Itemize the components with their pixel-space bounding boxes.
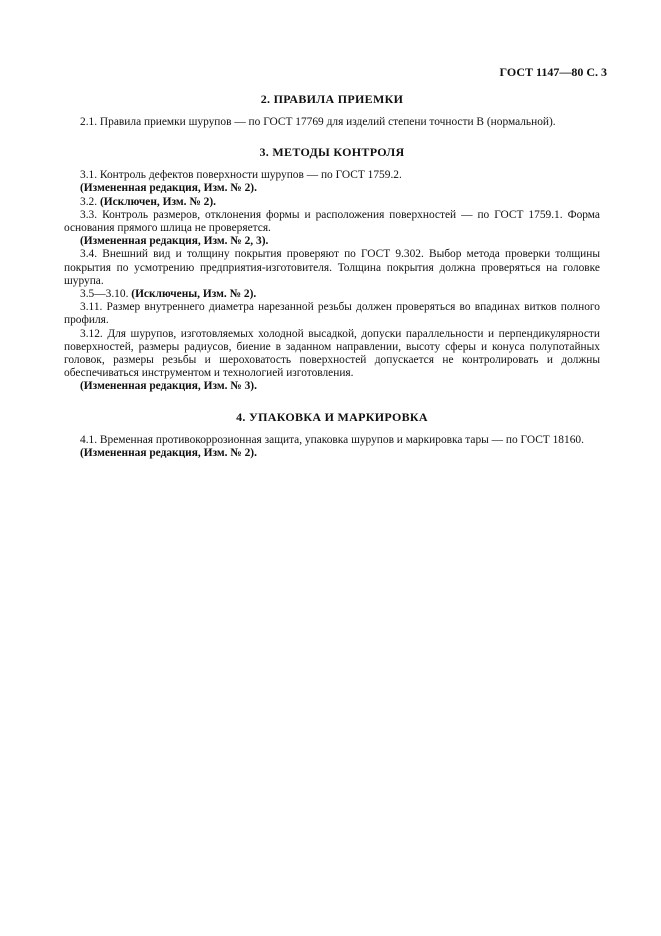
note-4-1-text: (Измененная редакция, Изм. № 2). — [80, 446, 257, 459]
note-4-1 — [64, 447, 600, 460]
para-3-2-note: (Исключен, Изм. № 2). — [99, 195, 216, 208]
section-2-title: 2. ПРАВИЛА ПРИЕМКИ — [260, 92, 404, 106]
note-3-1 — [64, 182, 600, 195]
para-3-2 — [64, 196, 600, 209]
para-3-5-note: (Исключены, Изм. № 2). — [131, 288, 257, 301]
para-4-1: 4.1. Временная противокоррозионная защита, упаковка шурупов и маркировка тары — по ГОСТ 18160. — [80, 433, 584, 446]
para-2-1: 2.1. Правила приемки шурупов — по ГОСТ 17769 для изделий степени точности В (нормальной). — [80, 116, 556, 128]
page-header: ГОСТ 1147—80 С. 3 — [499, 65, 607, 79]
para-3-1: 3.1. Контроль дефектов поверхности шурупов — по ГОСТ 1759.2. — [80, 169, 402, 182]
para-3-2-number: 3.2. — [80, 195, 98, 208]
para-3-11: 3.11. Размер внутреннего диаметра нарезанной резьбы должен проверяться во впадинах витков полного профиля. — [64, 301, 600, 327]
section-3 — [64, 145, 600, 393]
section-4 — [64, 410, 600, 460]
note-3-1-text: (Измененная редакция, Изм. № 2). — [80, 182, 257, 195]
para-3-4: 3.4. Внешний вид и толщину покрытия проверяют по ГОСТ 9.302. Выбор метода проверки толщины покрытия по усмотрению предприятия-изготовителя. Толщина покрытия должна проверяться на головке шурупа. — [64, 248, 600, 287]
para-3-5-3-10 — [64, 288, 600, 301]
note-3-12 — [64, 380, 600, 393]
para-3-3: 3.3. Контроль размеров, отклонения формы и расположения поверхностей — по ГОСТ 1759.1. Форма основания прямого шлица не проверяется. — [64, 208, 600, 235]
section-4-title: 4. УПАКОВКА И МАРКИРОВКА — [236, 409, 428, 424]
note-3-3 — [64, 235, 600, 248]
section-2 — [64, 92, 600, 129]
page-content — [64, 92, 600, 476]
para-3-5-number: 3.5—3.10. — [80, 288, 129, 301]
note-3-3-text: (Измененная редакция, Изм. № 2, 3). — [80, 235, 269, 248]
para-3-12: 3.12. Для шурупов, изготовляемых холодной высадкой, допуски параллельности и перпендикулярности поверхностей, размеры радиусов, биение в заданном направлении, высоту сферы и конуса полупотайных головок, размеры резьбы и шероховатость поверхностей допускается не контролировать и должны обеспечиваться инструментом и технологией изготовления. — [64, 327, 600, 380]
note-3-12-text: (Измененная редакция, Изм. № 3). — [80, 380, 257, 393]
section-3-title: 3. МЕТОДЫ КОНТРОЛЯ — [259, 145, 405, 160]
